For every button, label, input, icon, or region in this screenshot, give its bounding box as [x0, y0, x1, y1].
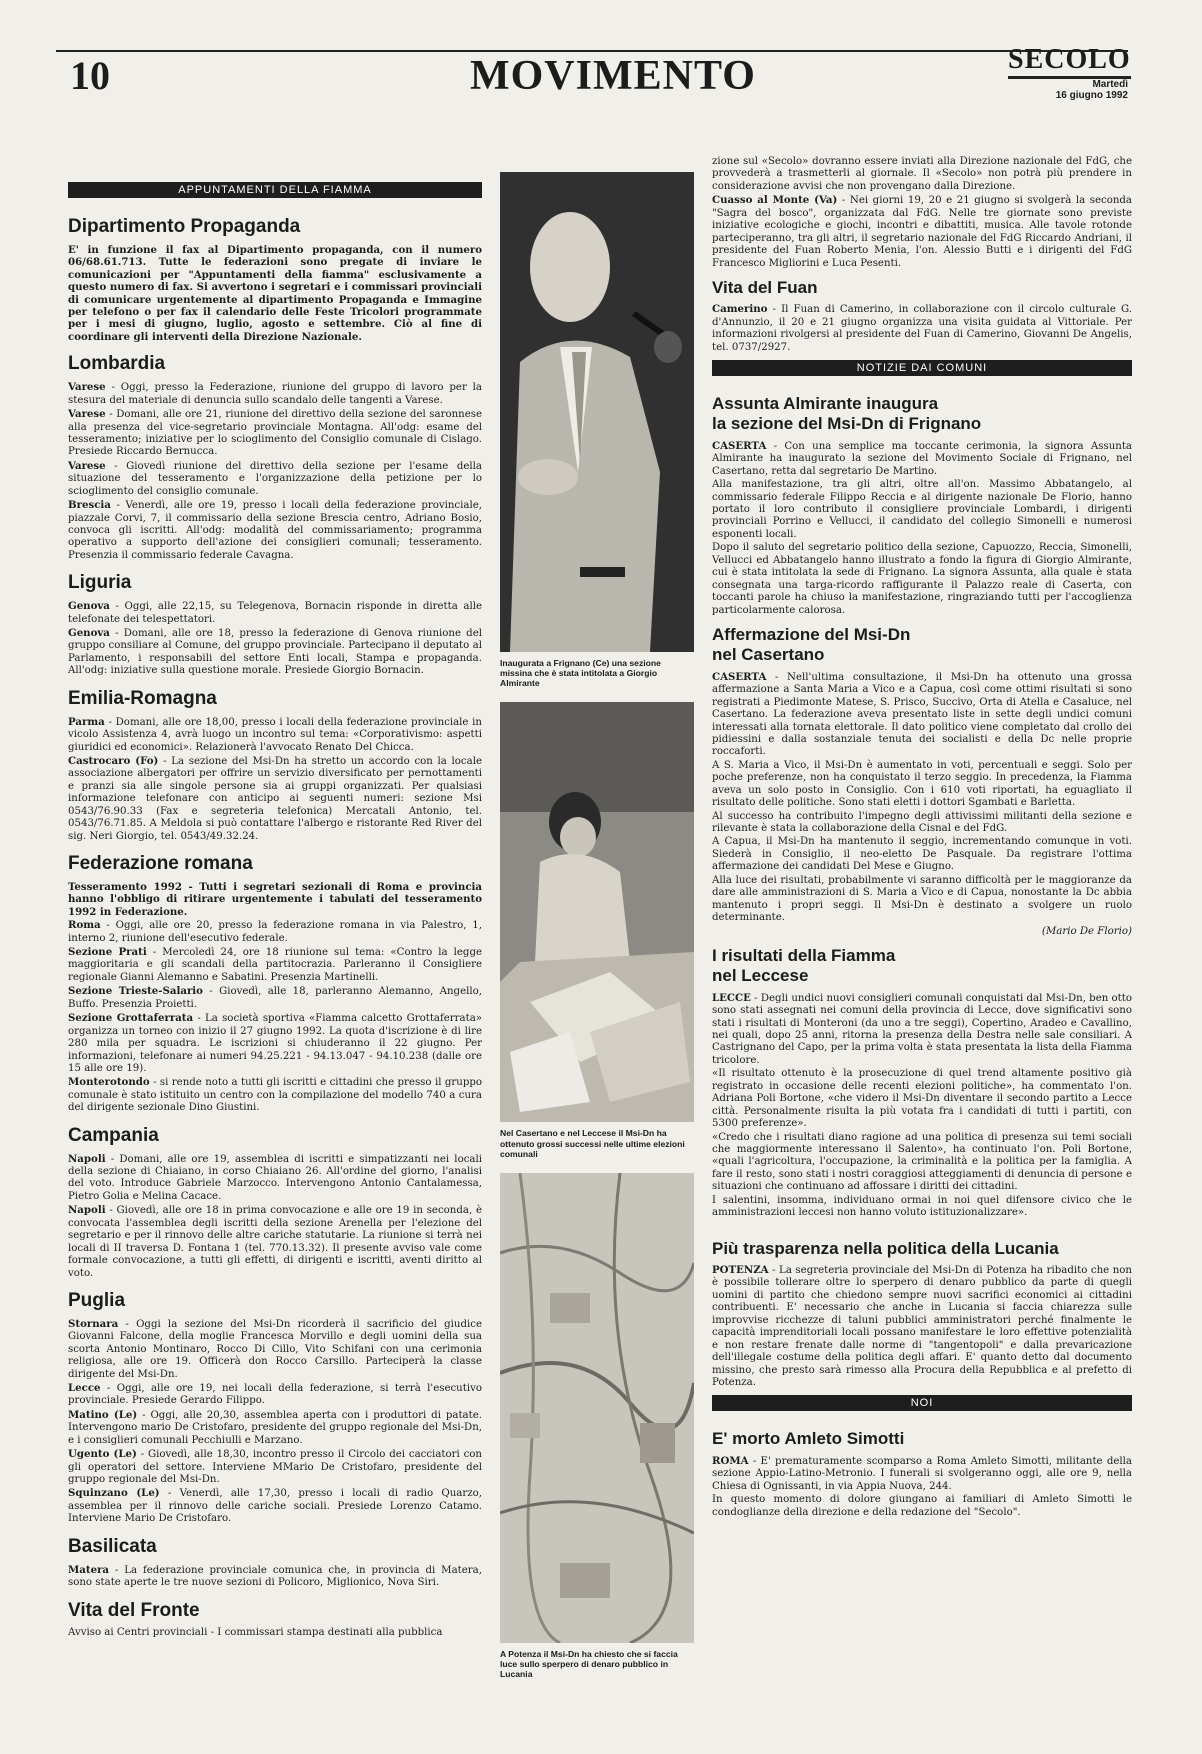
list-item: Monterotondo - si rende noto a tutti gli iscritti e cittadini che presso il gruppo comunale è stato istituito un centro con la compilazione del modello 740 a cura del dirigente sezionale Dino Giustini. [68, 1076, 482, 1114]
propaganda-body: E' in funzione il fax al Dipartimento propaganda, con il numero 06/68.61.713. Tutte le federazioni sono pregate di inviare le comunicazioni per "Appuntamenti della fiamma" esclusivamente a questo numero di fax. Si avvertono i segretari e i commissari provinciali di comunicare urgentemente al dipartimento Propaganda e Immagine per telefono o per fax il calendario delle Feste Tricolori programmate per i mesi di giugno, luglio, agosto e settembre. Ciò al fine di coordinare gli interventi della Direzione Nazionale. [68, 243, 482, 343]
photo-speaker [500, 172, 694, 688]
leccese-heading: I risultati della Fiamma nel Leccese [712, 945, 896, 986]
basilicata-heading: Basilicata [68, 1535, 157, 1557]
issue-day: Martedì [1092, 79, 1128, 90]
article-paragraph: Dopo il saluto del segretario politico della sezione, Capuozzo, Reccia, Simonelli, Vellucci ed Abbatangelo hanno illustrato a fondo la figura di Giorgio Almirante, cui è stata intitolata la sede di Frignano. La signora Assunta, alla quale è stata consegnata una targa-ricordo raffigurante il Palazzo reale di Caserta, con toccanti parole ha chiuso la manifestazione, ringraziando tutti per l'accoglienza particolarmente calorosa. [712, 542, 1132, 616]
list-item: Matera - La federazione provinciale comunica che, in provincia di Matera, sono state aperte le tre nuove sezioni di Policoro, Miglionico, Nova Siri. [68, 1563, 482, 1589]
list-item: Lecce - Oggi, alle ore 19, nei locali della federazione, si terrà l'esecutivo provinciale. Presiede Gerardo Filippo. [68, 1381, 482, 1407]
list-item: Brescia - Venerdì, alle ore 19, presso i locali della federazione provinciale, piazzale Corvi, 7, il commissario della sezione Brescia centro, Adriano Bosio, convoca gli iscritti. All'odg: modalità del commissariamento; programma operativo a supporto dell'azione dei consiglieri comunali; tesseramento. Presenzia il commissario federale Cavagna. [68, 499, 482, 561]
article-paragraph: In questo momento di dolore giungano ai familiari di Amleto Simotti le condoglianze della direzione e della redazione del "Secolo". [712, 1494, 1132, 1518]
list-item: Ugento (Le) - Giovedì, alle 18,30, incontro presso il Circolo dei cacciatori con gli operatori del settore. Interviene MMario De Cristofaro, presidente del gruppo regionale del Msi-Dn. [68, 1448, 482, 1486]
article-paragraph: POTENZA - La segreteria provinciale del Msi-Dn di Potenza ha ribadito che non è possibile tollerare oltre lo sperpero di denaro pubblico da parte di quegli uomini di partito che chiedono sempre nuovi sacrifici economici ai cittadini contribuenti. E' necessario che anche in Lucania si faccia chiarezza sulle improvvise ricchezze di taluni pubblici amministratori perché finalmente le capacità imprenditoriali locali possano manifestare le loro effettive potenzialità e non restare frenate dalle norme di "tangentopoli" e dalla prevaricazione dell'illegale costume della politica degli affari. E' quanto detto dal documento missino, che presto sarà rimesso alla Procura della Repubblica e al prefetto di Potenza. [712, 1264, 1132, 1388]
list-item: Varese - Oggi, presso la Federazione, riunione del gruppo di lavoro per la stesura del materiale di denuncia sullo scandalo delle tangenti a Varese. [68, 381, 482, 406]
ballots-photo-image [500, 702, 694, 1122]
campania-heading: Campania [68, 1124, 159, 1146]
list-item: Napoli - Domani, alle ore 19, assemblea di iscritti e simpatizzanti nei locali della sezione di Chiaiano, in corso Chiaiano 26. All'ordine del giorno, l'analisi del voto. Introduce Gabriele Marzocco. Intervengono Antonio Cantalamessa, Pietro Golia e Melina Cacace. [68, 1152, 482, 1202]
article-paragraph: CASERTA - Con una semplice ma toccante cerimonia, la signora Assunta Almirante ha inaugurato la sezione del Movimento Sociale di Frignano, nel Casertano, retta dal segretario De Martino. [712, 439, 1132, 477]
speaker-photo-image [500, 172, 694, 652]
newspaper-name: SECOLO [1008, 44, 1131, 79]
appointments-column [68, 176, 482, 1736]
list-item: Castrocaro (Fo) - La sezione del Msi-Dn ha stretto un accordo con la locale associazione albergatori per offrire un servizio diversificato per pernottamenti e pranzi sia alle singole persone sia ai gruppi organizzati. Per qualsiasi informazione telefonare con anticipo ai seguenti numeri: sezione Msi 0543/76.90.33 (Fax e segreteria telefonica) Mercatali Antonio, tel. 0543/76.71.85. A Meldola si può contattare l'albergo e ristorante Red River del sig. Neri Giorgio, tel. 0543/49.32.24. [68, 754, 482, 842]
article-paragraph: LECCE - Degli undici nuovi consiglieri comunali conquistati dal Msi-Dn, ben otto sono stati assegnati nei comuni della provincia di Lecce, dove significativi sono stati i risultati di Monteroni (da uno a tre seggi), Copertino, Aradeo e Cavallino, nei quali, dopo 25 anni, ritorna la presenza della Destra nelle sale consiliari. A Castrignano del Capo, per la prima volta è stata presentata la lista della Fiamma tricolore. [712, 991, 1132, 1066]
romana-heading: Federazione romana [68, 853, 253, 874]
photo-ballots [500, 702, 694, 1158]
list-item: Varese - Domani, alle ore 21, riunione del direttivo della sezione del saronnese alla presenza del vice-segretario provinciale Montagna. All'odg: esame del tesseramento; iniziative per lo scioglimento del Consiglio comunale di Cislago. Presiede Riccardo Bernucca. [68, 408, 482, 458]
photo-column [500, 172, 694, 1702]
masthead [1008, 44, 1131, 101]
article-paragraph: «Il risultato ottenuto è la prosecuzione di quel trend altamente positivo già registrato in occasione delle recenti elezioni politiche», ha commentato l'on. Adriana Poli Bortone, «che videro il Msi-Dn diventare il secondo partito a Lecce città. Personalmente risulta la più votata fra i candidati di tutti i partiti, con 5300 preferenze». [712, 1068, 1132, 1130]
fdg-continued: zione sul «Secolo» dovranno essere inviati alla Direzione nazionale del FdG, che provvederà a trasmetterli al giornale. Il «Secolo» non potrà più prendere in considerazione avvisi che non provengano dalla Direzione. [712, 156, 1132, 192]
issue-date: 16 giugno 1992 [1055, 90, 1128, 101]
almirante-heading: Assunta Almirante inaugura la sezione del Msi-Dn di Frignano [712, 394, 982, 434]
article-paragraph: Alla luce dei risultati, probabilmente vi saranno difficoltà per le maggioranze da dare alle amministrazioni di S. Maria a Vico e di Capua, nonostante la Dc abbia mantenuto i propri seggi. Il Msi-Dn è destinato a svolgere un ruolo determinante. [712, 874, 1132, 924]
article-paragraph: Al successo ha contribuito l'impegno degli attivissimi militanti della sezione e rilevante è stata la collaborazione della Cisnal e del FdG. [712, 810, 1132, 835]
news-column [712, 156, 1132, 1736]
aerial-map-image [500, 1173, 694, 1643]
appointments-banner: APPUNTAMENTI DELLA FIAMMA [68, 182, 482, 198]
list-item: Sezione Prati - Mercoledì 24, ore 18 riunione sul tema: «Contro la legge maggioritaria e gli scandali della partitocrazia. Parleranno il Consigliere regionale Gianni Alemanno e Sabatini. Presenzia Martinelli. [68, 946, 482, 983]
fronte-heading: Vita del Fronte [68, 1599, 200, 1621]
photo-map [500, 1173, 694, 1679]
article-paragraph: CASERTA - Nell'ultima consultazione, il Msi-Dn ha ottenuto una grossa affermazione a Santa Maria a Vico e a Capua, così come ottimi risultati si sono registrati a Piedimonte Matese, S. Prisco, Succivo, Orta di Atella e Casaluce, nel Casertano. La federazione aveva presentato liste in sette degli undici comuni interessati alla tornata elettorale. Il dato politico viene completato dal crollo dei pidiessini e dalla sostanziale tenuta dei socialisti e della Dc nelle proprie roccaforti. [712, 670, 1132, 758]
lombardia-heading: Lombardia [68, 353, 166, 375]
lucania-heading: Più trasparenza nella politica della Lucania [712, 1238, 1059, 1258]
romana-lead: Tesseramento 1992 - Tutti i segretari sezionali di Roma e provincia hanno l'obbligo di ritirare urgentemente i tabulati del tesseramento 1992 in Federazione. [68, 880, 482, 918]
list-item: Sezione Trieste-Salario - Giovedì, alle 18, parleranno Alemanno, Angello, Buffo. Presenzia Proietti. [68, 985, 482, 1010]
list-item: Genova - Domani, alle ore 18, presso la federazione di Genova riunione del gruppo consiliare al Comune, del gruppo provinciale. Partecipano il deputato al Parlamento, i responsabili del settore Enti locali, Stampa e propaganda. All'odg: iniziative sulla questione morale. Presiede Giorgio Bornacin. [68, 627, 482, 677]
list-item: Cuasso al Monte (Va) - Nei giorni 19, 20 e 21 giugno si svolgerà la seconda "Sagra del bosco", organizzata dal FdG. Nelle tre giornate sono previste iniziative ecologiche e giochi, incontri e dibattiti, musica. Alle tavole rotonde parteciperanno, tra gli altri, il segretario nazionale del FdG Riccardo Andriani, il presidente del Fuan Roberto Menia, l'on. Alessio Butti e i dirigenti del FdG Francesco Migliorini e Luca Pesenti. [712, 194, 1132, 269]
simotti-heading: E' morto Amleto Simotti [712, 1429, 905, 1449]
fronte-body: Avviso ai Centri provinciali - I commissari stampa destinati alla pubblica [68, 1627, 443, 1639]
list-item: Squinzano (Le) - Venerdì, alle 17,30, presso i locali di radio Quarzo, assemblea per il rinnovo delle cariche sociali. Presiede Lorenzo Catamo. Interviene Mario De Cristofaro. [68, 1487, 482, 1525]
article-paragraph: «Credo che i risultati diano ragione ad una politica di presenza sui temi sociali che maggiormente interessano il Salento», ha continuato l'on. Poli Bortone, «quali l'agricoltura, l'occupazione, la criminalità e la politica per la famiglia. A fare il resto, sono stati i nostri coraggiosi atteggiamenti di denuncia di persone e situazioni che continuano ad affossare i diritti dei cittadini. [712, 1131, 1132, 1193]
list-item: Roma - Oggi, alle ore 20, presso la federazione romana in via Palestro, 1, interno 2, riunione dell'esecutivo federale. [68, 919, 482, 944]
list-item: Sezione Grottaferrata - La società sportiva «Fiamma calcetto Grottaferrata» organizza un torneo con inizio il 27 giugno 1992. La quota d'iscrizione è di lire 280 mila per squadra. Le iscrizioni si chiuderanno il 22 giugno. Per informazioni, telefonare ai numeri 94.25.221 - 94.13.047 - 94.10.238 (dalle ore 15 alle ore 19). [68, 1012, 482, 1074]
list-item: Stornara - Oggi la sezione del Msi-Dn ricorderà il sacrificio del giudice Giovanni Falcone, della moglie Francesca Morvillo e degli uomini della sua scorta Antonio Montinaro, Rocco Di Cillo, Vito Schifani con una cerimonia religiosa, alle ore 19. Officerà don Rocco Carsillo. Parteciperà la classe dirigente del Msi-Dn. [68, 1317, 482, 1380]
caption-potenza: A Potenza il Msi-Dn ha chiesto che si faccia luce sullo sperpero di denaro pubblico in Lucania [500, 1648, 678, 1680]
list-item: Genova - Oggi, alle 22,15, su Telegenova, Bornacin risponde in diretta alle telefonate dei telespettatori. [68, 600, 482, 625]
article-paragraph: ROMA - E' prematuramente scomparso a Roma Amleto Simotti, militante della sezione Appio-Latino-Metronio. I funerali si svolgeranno oggi, alle ore 9, nella Chiesa di Ognissanti, in via Appia Nuova, 244. [712, 1454, 1132, 1492]
emilia-heading: Emilia-Romagna [68, 687, 217, 709]
caption-frignano: Inaugurata a Frignano (Ce) una sezione missina che è stata intitolata a Giorgio Almirante [500, 658, 661, 689]
list-item: Camerino - Il Fuan di Camerino, in collaborazione con il circolo culturale G. d'Annunzio, il 20 e 21 giugno organizza una visita guidata al Vittoriale. Per informazioni rivolgersi al presidente del Fuan di Camerino, Giovanni De Angelis, tel. 0737/2927. [712, 303, 1132, 353]
page-number: 10 [70, 53, 110, 98]
fuan-heading: Vita del Fuan [712, 277, 818, 297]
article-paragraph: Alla manifestazione, tra gli altri, oltre all'on. Massimo Abbatangelo, al commissario federale Filippo Reccia e al dirigente nazionale De Florio, hanno portato il loro contributo il consigliere provinciale Lombardi, i dirigenti provinciali Porrino e Vellucci, il candidato del collegio Simonelli e numerosi esponenti locali. [712, 479, 1132, 540]
liguria-heading: Liguria [68, 572, 132, 594]
author-signature: (Mario De Florio) [1041, 925, 1132, 937]
propaganda-heading: Dipartimento Propaganda [68, 216, 301, 237]
article-paragraph: I salentini, insomma, individuano ormai in noi quel difensore civico che le amministrazioni leccesi non hanno voluto istituzionalizzare». [712, 1194, 1132, 1219]
caption-casertano: Nel Casertano e nel Leccese il Msi-Dn ha ottenuto grossi successi nelle ultime elezioni comunali [500, 1128, 685, 1159]
article-paragraph: A Capua, il Msi-Dn ha mantenuto il seggio, incrementando comunque in voti. Siederà in Consiglio, il neo-eletto De Pasquale. Da registrare l'ottima affermazione dei candidati Del Mese e Giugno. [712, 836, 1132, 873]
list-item: Varese - Giovedì riunione del direttivo della sezione per l'esame della situazione del tesseramento e l'organizzazione della petizione per lo scioglimento del consiglio comunale. [68, 459, 482, 497]
article-paragraph: A S. Maria a Vico, il Msi-Dn è aumentato in voti, percentuali e seggi. Solo per poche preferenze, non ha conquistato il terzo seggio. In precedenza, la Fiamma aveva un solo posto in Consiglio. Con i 610 voti riportati, ha eguagliato il risultato delle politiche. Sono stati eletti i dottori Sgambati e Barletta. [712, 759, 1132, 809]
noi-banner: NOI [712, 1395, 1132, 1411]
list-item: Napoli - Giovedì, alle ore 18 in prima convocazione e alle ore 19 in seconda, è convocata l'assemblea degli iscritti della sezione Arenella per l'elezione del segretario e per il rinnovo delle altre cariche statutarie. La riunione si terrà nei locali di II traversa D. Fontana 1 (tel. 770.13.32). Il presente avviso vale come formale convocazione, a tutti gli effetti, di dirigenti e iscritti, aventi diritto al voto. [68, 1204, 482, 1279]
section-title: MOVIMENTO [470, 53, 756, 99]
casertano-heading: Affermazione del Msi-Dn nel Casertano [712, 624, 911, 665]
list-item: Matino (Le) - Oggi, alle 20,30, assemblea aperta con i produttori di patate. Intervengono mario De Cristofaro, presidente del gruppo regionale del Msi-Dn, e i consiglieri comunali Pecchiulli e Marzano. [68, 1408, 482, 1446]
list-item: Parma - Domani, alle ore 18,00, presso i locali della federazione provinciale in vicolo Assistenza 4, avrà luogo un incontro sul tema: «Corporativismo: aspetti giuridici ed economici». Relazionerà l'avvocato Renato Del Chicca. [68, 715, 482, 753]
puglia-heading: Puglia [68, 1289, 126, 1311]
comuni-banner: NOTIZIE DAI COMUNI [712, 360, 1132, 376]
